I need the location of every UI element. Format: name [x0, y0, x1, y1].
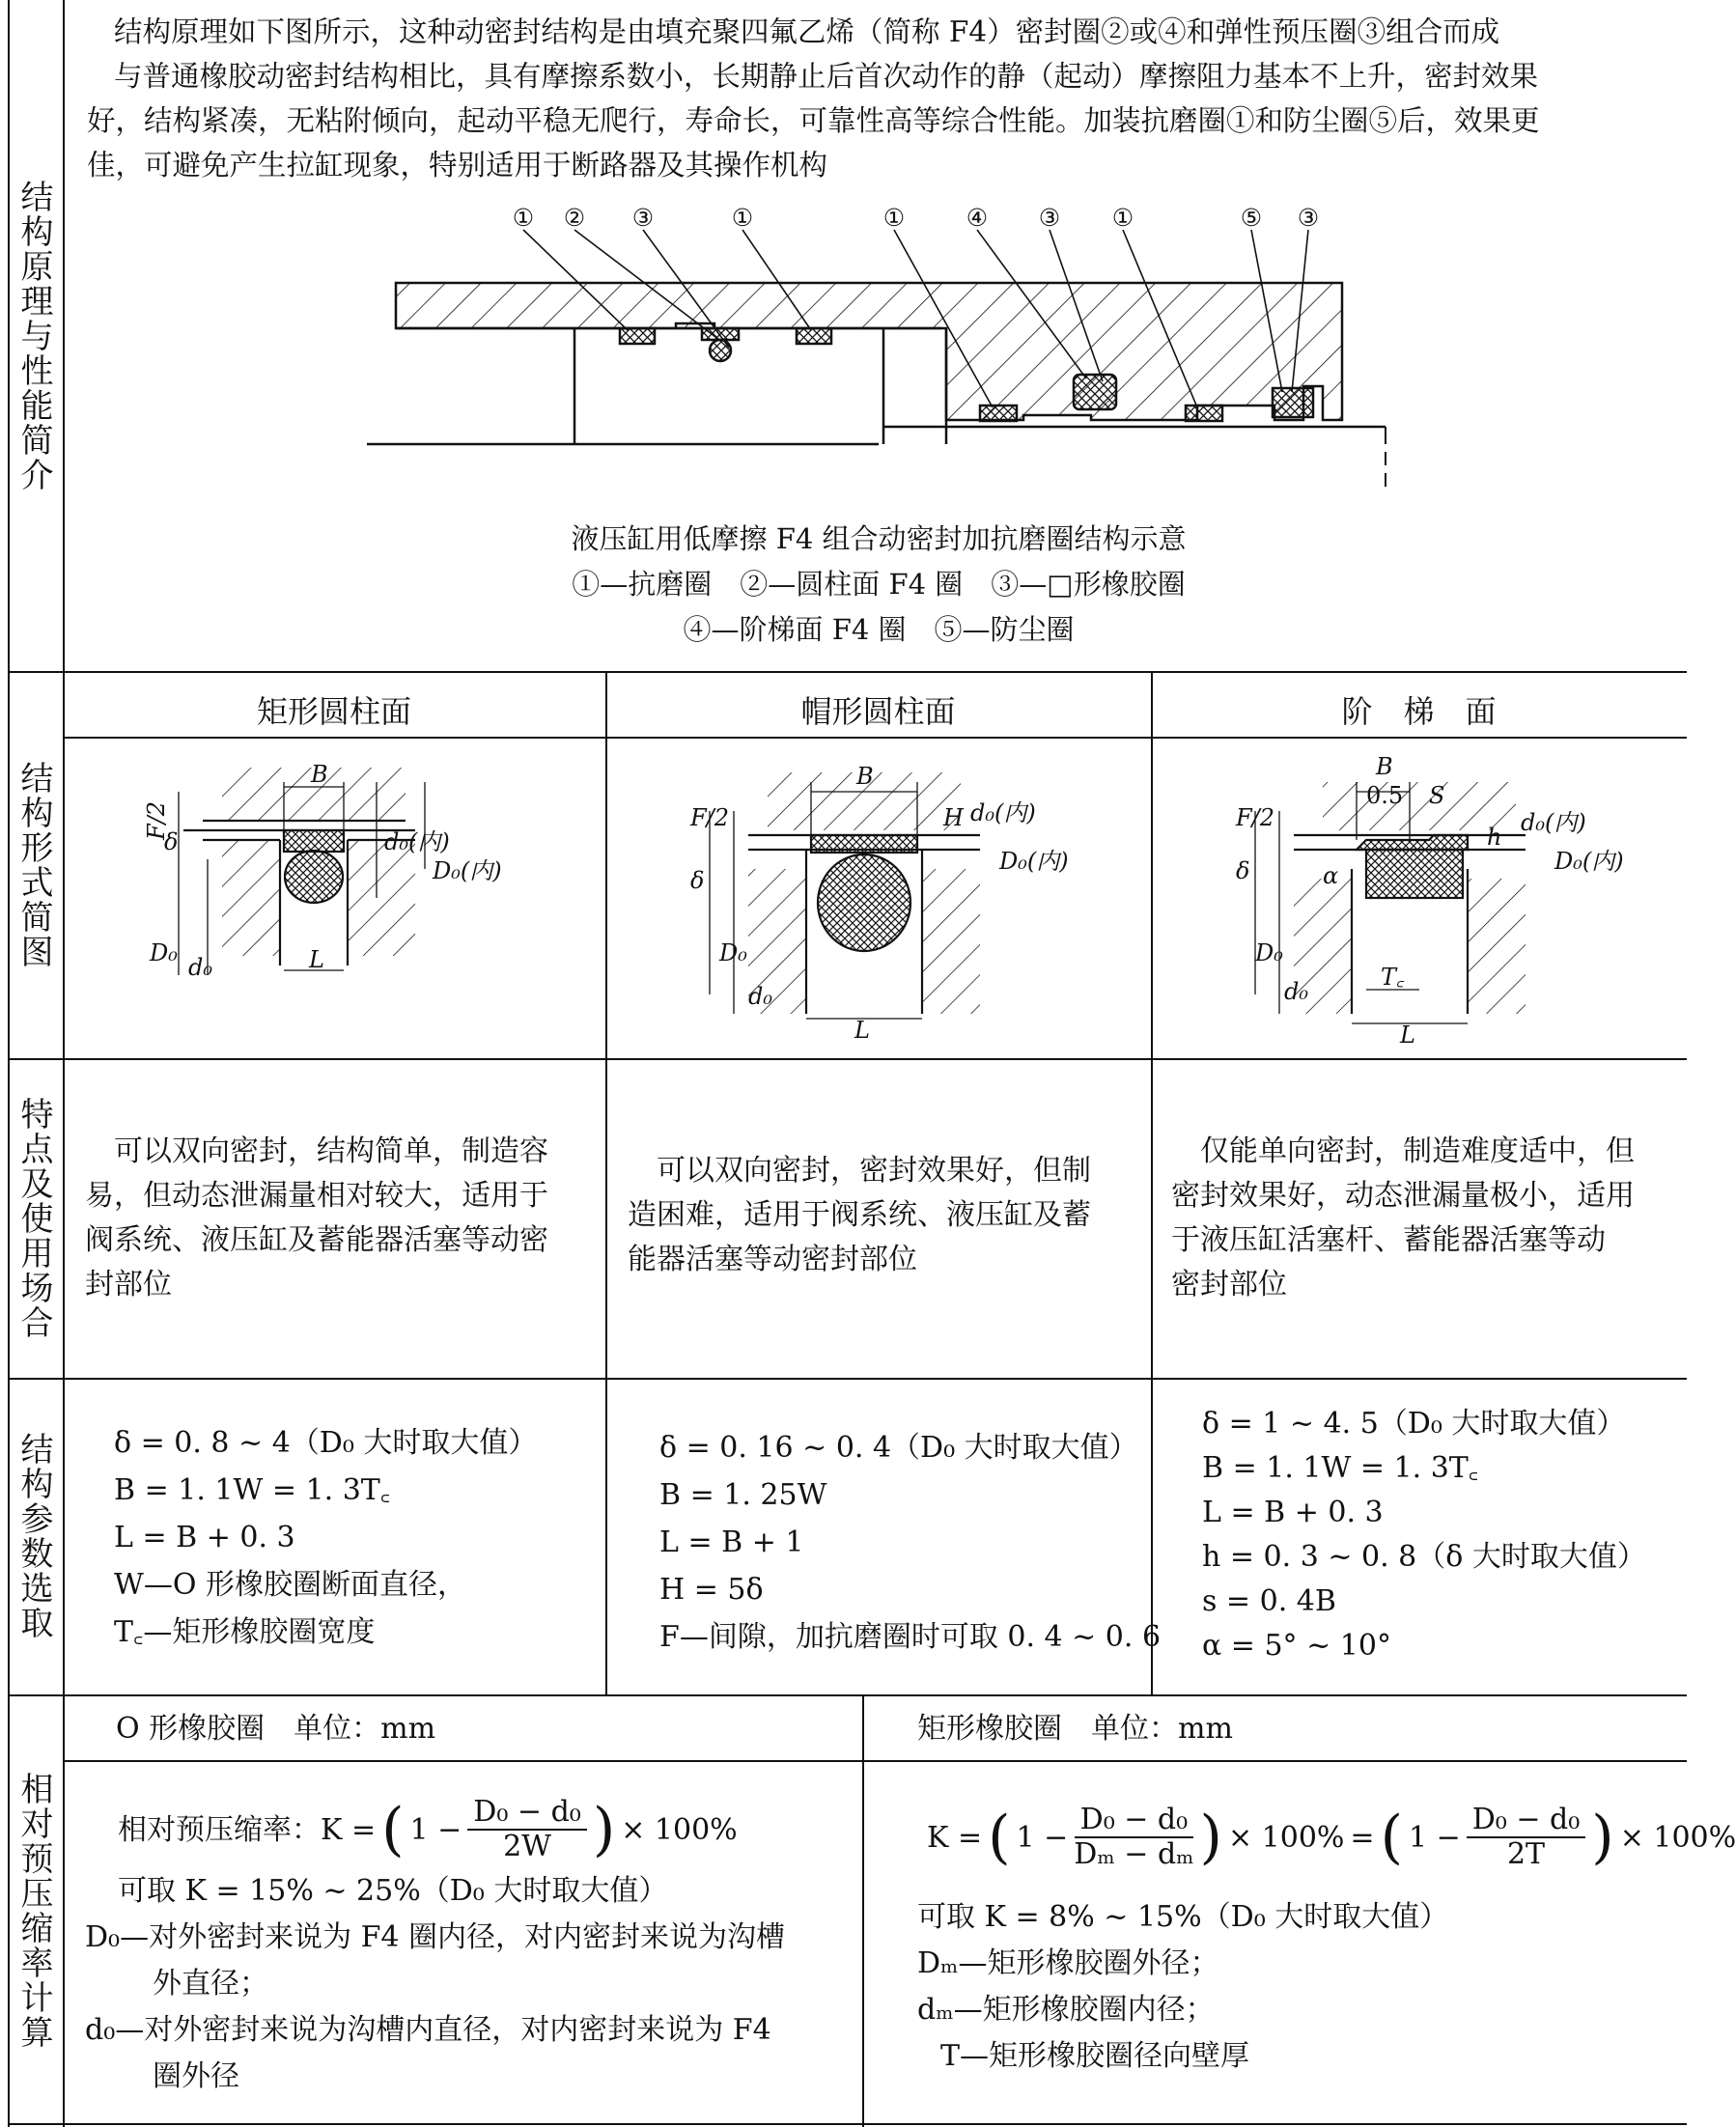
cylinder-seal-diagram — [348, 203, 1410, 502]
diagram-hat-cylindrical — [690, 753, 1077, 1043]
params-rect-line-3: L = B + 0. 3 — [114, 1521, 295, 1554]
rect-ring-equals: = — [1350, 1820, 1375, 1855]
o-ring-note-1: 可取 K = 15% ~ 25%（D₀ 大时取大值） — [118, 1874, 668, 1908]
figure-legend-2: ④—阶梯面 F4 圈 ⑤—防尘圈 — [683, 613, 1075, 646]
rect-ring-frac2-num: D₀ − d₀ — [1467, 1804, 1586, 1838]
rect-ring-header: 矩形橡胶圈 单位：mm — [917, 1712, 1233, 1746]
features-rect-line-2: 易，但动态泄漏量相对较大，适用于 — [85, 1179, 548, 1213]
features-step-line-3: 于液压缸活塞杆、蓄能器活塞等动 — [1171, 1223, 1606, 1257]
rect-ring-formula-one-1: 1 − — [1016, 1820, 1069, 1855]
features-step-line-1: 仅能单向密封，制造难度适中，但 — [1171, 1134, 1635, 1168]
o-ring-note-2: D₀—对外密封来说为 F4 圈内径，对内密封来说为沟槽 — [85, 1920, 786, 1954]
row-divider-3 — [8, 1378, 1687, 1380]
figure-legend-1: ①—抗磨圈 ②—圆柱面 F4 圈 ③—□形橡胶圈 — [572, 568, 1186, 601]
rect-ring-notes — [917, 1894, 1680, 2080]
features-step-line-4: 密封部位 — [1171, 1268, 1287, 1301]
principle-line-2: 与普通橡胶动密封结构相比，具有摩擦系数小，长期静止后首次动作的静（起动）摩擦阻力基本不上升，密封效果 — [114, 60, 1539, 93]
params-hat — [659, 1424, 1161, 1661]
features-step — [1171, 1130, 1683, 1307]
dim-D0-3: D₀ — [1255, 939, 1283, 966]
dim-F2-3: F/2 — [1236, 804, 1275, 831]
features-step-line-2: 密封效果好，动态泄漏量极小，适用 — [1171, 1179, 1635, 1213]
principle-line-4: 佳，可避免产生拉缸现象，特别适用于断路器及其操作机构 — [87, 149, 828, 182]
params-hat-line-5: F—间隙，加抗磨圈时可取 0. 4 ~ 0. 6 — [659, 1620, 1162, 1654]
figure-title: 液压缸用低摩擦 F4 组合动密封加抗磨圈结构示意 — [571, 522, 1187, 555]
rect-ring-formula-prefix: K = — [927, 1820, 983, 1855]
features-rect-line-1: 可以双向密封，结构简单，制造容 — [85, 1134, 548, 1168]
features-hat — [628, 1149, 1139, 1282]
label-column-divider — [63, 0, 65, 2127]
section-label-params: 结构参数选取 — [14, 1432, 53, 1640]
rect-ring-note-3: dₘ—矩形橡胶圈内径； — [917, 1993, 1215, 2027]
section-label-principle: 结构原理与性能简介 — [14, 179, 53, 492]
rect-ring-note-4: T—矩形橡胶圈径向壁厚 — [940, 2039, 1250, 2073]
rect-ring-formula: K = ( 1 − $\frac{\text{D₀ − d₀}}{\text{Dₘ − dₘ}}$ ) × 100% = ( 1 − $\frac{\text{D₀ − d₀}}{2T}$ ) × 100% — [927, 1803, 1736, 1871]
o-ring-notes — [85, 1868, 857, 2100]
dim-d0in-1: d₀(内) — [384, 828, 450, 855]
rect-ring-formula-tail-2: × 100% — [1619, 1820, 1736, 1855]
dim-L-3: L — [1400, 1022, 1415, 1049]
fig-label-5: ① — [882, 204, 906, 232]
section-label-form: 结构形式简图 — [14, 760, 53, 969]
o-ring-frac-num: D₀ − d₀ — [467, 1796, 587, 1831]
features-hat-line-3: 能器活塞等动密封部位 — [628, 1243, 917, 1276]
params-step-line-5: s = 0. 4B — [1202, 1584, 1336, 1618]
dim-delta-1: δ — [164, 828, 179, 855]
dim-h-3: h — [1487, 824, 1502, 851]
bottom-border — [8, 2123, 1687, 2125]
fig-label-10: ③ — [1297, 204, 1320, 232]
fig-label-1: ① — [512, 204, 535, 232]
dim-d0-3: d₀ — [1284, 978, 1308, 1005]
params-step-line-4: h = 0. 3 ~ 0. 8（δ 大时取大值） — [1202, 1540, 1646, 1574]
dim-B-3: B — [1376, 753, 1393, 780]
principle-text — [87, 10, 1680, 187]
dim-alpha-3: α — [1323, 862, 1339, 889]
row-divider-4 — [8, 1694, 1687, 1696]
dim-Tc-3: T꜀ — [1381, 964, 1405, 991]
rect-ring-frac2-den: 2T — [1506, 1837, 1546, 1871]
dim-H-2: H — [943, 804, 964, 831]
section-label-compression: 相对预压缩率计算 — [14, 1772, 53, 2050]
fig-label-2: ② — [563, 204, 586, 232]
dim-D0in-3: D₀(内) — [1554, 848, 1624, 875]
fig-label-6: ④ — [966, 204, 989, 232]
o-ring-header: O 形橡胶圈 单位：mm — [116, 1712, 436, 1746]
dim-d0-2: d₀ — [748, 983, 772, 1010]
fig-label-9: ⑤ — [1240, 204, 1263, 232]
dim-d0in-2: d₀(内) — [970, 799, 1036, 826]
params-hat-line-4: H = 5δ — [659, 1573, 764, 1607]
fig-label-3: ③ — [631, 204, 655, 232]
params-step-line-6: α = 5° ~ 10° — [1202, 1629, 1391, 1663]
rect-ring-frac1-den: Dₘ − dₘ — [1074, 1837, 1194, 1871]
o-ring-formula-one: 1 − — [409, 1812, 462, 1847]
dim-B-2: B — [856, 763, 874, 790]
figure-caption — [290, 517, 1468, 653]
dim-d0-1: d₀ — [188, 954, 212, 981]
params-rect-line-4: W—O 形橡胶圈断面直径， — [114, 1568, 466, 1602]
params-step-line-1: δ = 1 ~ 4. 5（D₀ 大时取大值） — [1202, 1407, 1626, 1441]
dim-S-3: S — [1429, 782, 1445, 809]
dim-D0-1: D₀ — [150, 939, 178, 966]
o-ring-frac-den: 2W — [503, 1830, 551, 1863]
fig-label-8: ① — [1111, 204, 1134, 232]
o-ring-note-5: 圈外径 — [153, 2059, 239, 2093]
dim-d0in-3: d₀(内) — [1521, 809, 1586, 836]
dim-F2-2: F/2 — [690, 804, 730, 831]
rect-ring-formula-one-2: 1 − — [1408, 1820, 1461, 1855]
dim-D0-2: D₀ — [719, 939, 747, 966]
dim-delta-3: δ — [1236, 857, 1250, 884]
principle-line-3: 好，结构紧凑，无粘附倾向，起动平稳无爬行，寿命长，可靠性高等综合性能。加装抗磨圈①和防尘圈⑤后，效果更 — [87, 104, 1540, 137]
row-divider-1 — [8, 671, 1687, 673]
features-rect — [85, 1130, 597, 1307]
col-head-step: 阶 梯 面 — [1341, 693, 1497, 730]
col-head-rect: 矩形圆柱面 — [256, 693, 411, 730]
dim-half-3: 0.5 — [1366, 782, 1404, 809]
dim-L-1: L — [309, 946, 324, 973]
dim-B-1: B — [311, 761, 328, 788]
o-ring-formula-prefix: 相对预压缩率：K = — [118, 1812, 377, 1847]
params-step-line-3: L = B + 0. 3 — [1202, 1496, 1384, 1529]
principle-line-1: 结构原理如下图所示，这种动密封结构是由填充聚四氟乙烯（简称 F4）密封圈②或④和弹性预压圈③组合而成 — [114, 15, 1500, 48]
params-rect — [114, 1419, 537, 1656]
dim-D0in-1: D₀(内) — [433, 857, 502, 884]
params-rect-line-2: B = 1. 1W = 1. 3T꜀ — [114, 1473, 391, 1507]
col-divider-1 — [605, 671, 607, 1694]
dim-delta-2: δ — [690, 867, 705, 894]
params-step — [1202, 1402, 1646, 1668]
rect-ring-formula-tail-1: × 100% — [1227, 1820, 1345, 1855]
section5-header-divider — [63, 1760, 1687, 1762]
params-hat-line-2: B = 1. 25W — [659, 1478, 827, 1512]
col-head-hat: 帽形圆柱面 — [800, 693, 956, 730]
diagram-rect-cylindrical — [145, 753, 531, 985]
params-rect-line-5: T꜀—矩形橡胶圈宽度 — [114, 1615, 376, 1649]
rect-ring-frac1-num: D₀ − d₀ — [1075, 1804, 1194, 1838]
o-ring-note-4: d₀—对外密封来说为沟槽内直径，对内密封来说为 F4 — [85, 2013, 771, 2047]
fig-label-4: ① — [731, 204, 754, 232]
fig-label-7: ③ — [1038, 204, 1061, 232]
features-rect-line-4: 封部位 — [85, 1268, 172, 1301]
o-ring-formula: 相对预压缩率：K = ( 1 − $\frac{\text{D₀ − d₀}}{2W}$ ) × 100% — [118, 1795, 738, 1863]
row-divider-2 — [8, 1058, 1687, 1060]
dim-L-2: L — [854, 1017, 870, 1044]
params-step-line-2: B = 1. 1W = 1. 3T꜀ — [1202, 1451, 1479, 1485]
params-hat-line-3: L = B + 1 — [659, 1525, 804, 1559]
section2-header-divider — [63, 737, 1687, 739]
features-hat-line-1: 可以双向密封，密封效果好，但制 — [628, 1154, 1091, 1188]
dim-D0in-2: D₀(内) — [999, 848, 1069, 875]
o-ring-formula-tail: × 100% — [621, 1812, 738, 1847]
dim-F2-1: F/2 — [143, 800, 170, 840]
o-ring-note-3: 外直径； — [153, 1967, 268, 2001]
section-label-features: 特点及使用场合 — [14, 1096, 53, 1340]
params-rect-line-1: δ = 0. 8 ~ 4（D₀ 大时取大值） — [114, 1426, 538, 1460]
features-rect-line-3: 阀系统、液压缸及蓄能器活塞等动密 — [85, 1223, 548, 1257]
features-hat-line-2: 造困难，适用于阀系统、液压缸及蓄 — [628, 1198, 1091, 1232]
rect-ring-note-1: 可取 K = 8% ~ 15%（D₀ 大时取大值） — [917, 1900, 1449, 1934]
diagram-stepped — [1236, 753, 1632, 1049]
section5-col-divider — [862, 1694, 864, 2127]
rect-ring-note-2: Dₘ—矩形橡胶圈外径； — [917, 1946, 1219, 1980]
params-hat-line-1: δ = 0. 16 ~ 0. 4（D₀ 大时取大值） — [659, 1431, 1138, 1465]
